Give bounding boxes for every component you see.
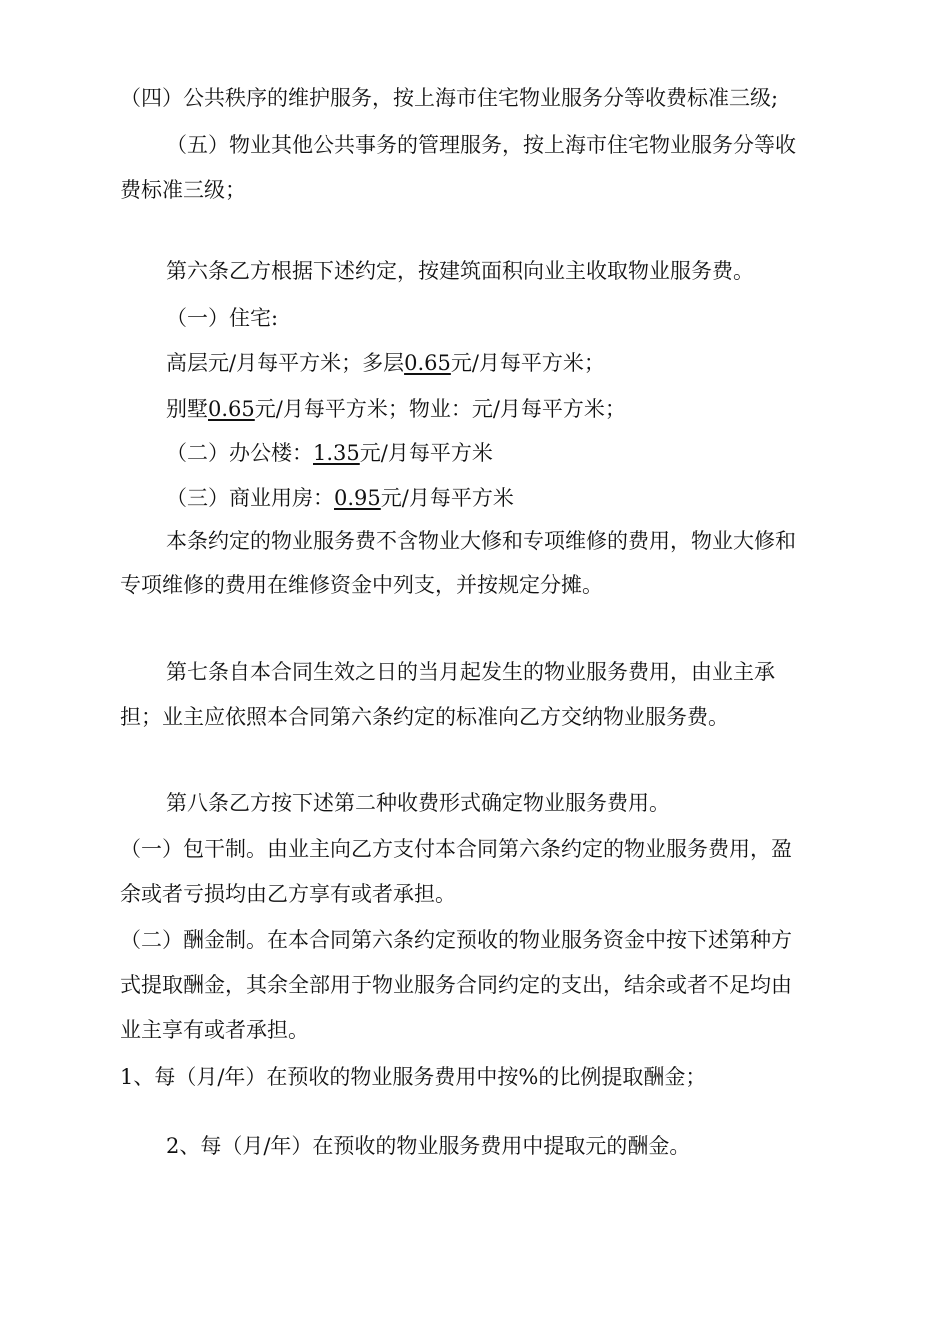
clause-8-item-1-cont: 余或者亏损均由乙方享有或者承担。	[120, 882, 456, 906]
rate-unit: 元/月每平方米	[380, 486, 514, 510]
rate-label: 高层元/月每平方米；多层	[166, 351, 405, 375]
clause-6-note: 本条约定的物业服务费不含物业大修和专项维修的费用，物业大修和	[166, 529, 796, 553]
clause-8-item-2-cont2: 业主享有或者承担。	[120, 1018, 309, 1042]
clause-8-item-2-cont: 式提取酬金，其余全部用于物业服务合同约定的支出，结余或者不足均由	[120, 973, 792, 997]
rate-unit: 元/月每平方米	[359, 441, 493, 465]
clause-8-item-1: （一）包干制。由业主向乙方支付本合同第六条约定的物业服务费用，盈	[120, 837, 792, 861]
rate-value: 0.95	[334, 486, 381, 510]
rate-line-office	[166, 439, 493, 467]
rate-unit: 元/月每平方米；物业：元/月每平方米；	[254, 397, 626, 421]
clause-7-cont: 担；业主应依照本合同第六条约定的标准向乙方交纳物业服务费。	[120, 705, 729, 729]
clause-5-item-5: （五）物业其他公共事务的管理服务，按上海市住宅物业服务分等收	[166, 133, 796, 157]
clause-6-residential: （一）住宅:	[166, 306, 279, 330]
clause-5-item-4: （四）公共秩序的维护服务，按上海市住宅物业服务分等收费标准三级;	[120, 86, 779, 110]
rate-value: 0.65	[208, 397, 255, 421]
rate-line-highrise	[166, 349, 605, 377]
clause-6-heading: 第六条乙方根据下述约定，按建筑面积向业主收取物业服务费。	[166, 259, 754, 283]
rate-label: （二）办公楼：	[166, 441, 313, 465]
clause-8-heading: 第八条乙方按下述第二种收费形式确定物业服务费用。	[166, 791, 670, 815]
clause-8-item-2: （二）酬金制。在本合同第六条约定预收的物业服务资金中按下述第种方	[120, 928, 792, 952]
clause-8-sub-2: 2、每（月/年）在预收的物业服务费用中提取元的酬金。	[166, 1134, 691, 1158]
rate-value: 0.65	[404, 351, 451, 375]
clause-6-note-cont: 专项维修的费用在维修资金中列支，并按规定分摊。	[120, 573, 603, 597]
rate-value: 1.35	[313, 441, 360, 465]
rate-label: （三）商业用房：	[166, 486, 334, 510]
rate-line-commercial	[166, 484, 514, 512]
clause-7-heading: 第七条自本合同生效之日的当月起发生的物业服务费用，由业主承	[166, 660, 775, 684]
rate-label: 别墅	[166, 397, 208, 421]
rate-unit: 元/月每平方米；	[450, 351, 605, 375]
clause-5-item-5-cont: 费标准三级；	[120, 178, 246, 202]
clause-8-sub-1: 1、每（月/年）在预收的物业服务费用中按%的比例提取酬金；	[120, 1065, 707, 1089]
rate-line-villa	[166, 395, 626, 423]
